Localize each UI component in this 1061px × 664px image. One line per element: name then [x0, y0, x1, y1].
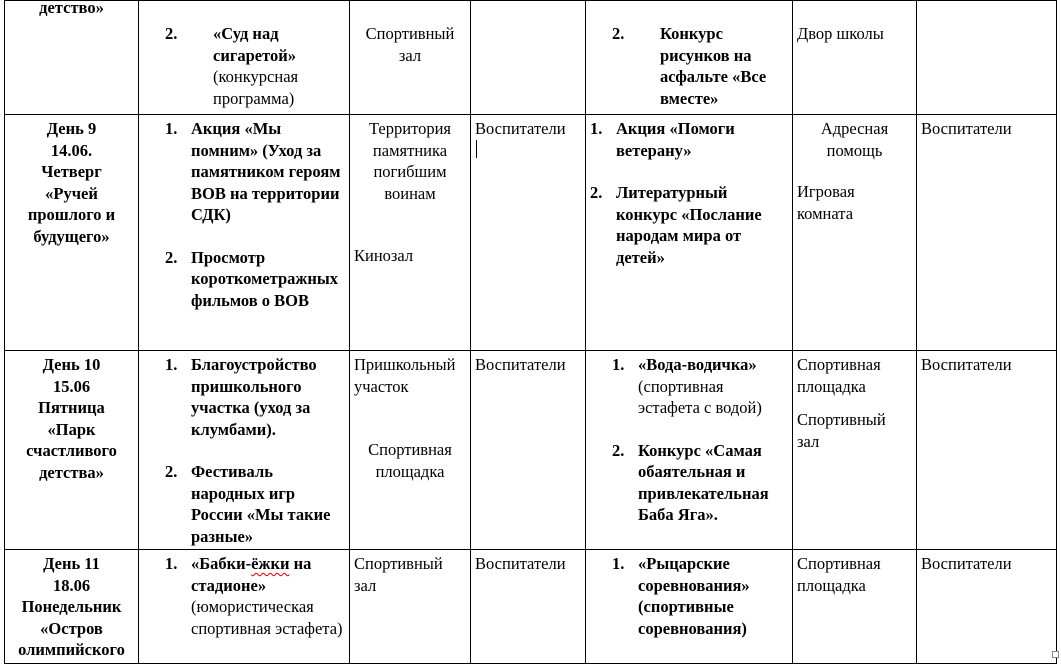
day-theme: «Ручей — [45, 183, 98, 203]
day-theme: «Остров — [40, 618, 103, 638]
day-theme: «Парк — [47, 419, 96, 439]
activity-number: 2. — [612, 24, 625, 43]
activity-item — [590, 182, 788, 268]
activity-item — [143, 461, 345, 547]
activity-number: 1. — [165, 355, 178, 374]
day-text: детство» — [39, 0, 104, 17]
activity-text: Просмотр короткометражных фильмов о ВОВ — [191, 247, 338, 310]
place-text: Двор школы — [797, 24, 884, 43]
schedule-row — [5, 550, 1057, 664]
day-theme: прошлого и — [27, 205, 116, 224]
place-text: Спортивный зал — [365, 24, 455, 65]
activity-number: 2. — [612, 440, 625, 460]
evening-responsible-cell — [917, 351, 1057, 550]
schedule-row — [5, 351, 1057, 550]
day-weekday: Понедельник — [21, 597, 122, 616]
activity-item — [143, 23, 345, 109]
place-text: Пришкольный участок — [354, 355, 456, 396]
activity-number: 2. — [590, 183, 603, 202]
day-weekday: Четверг — [41, 162, 102, 181]
activity-item — [590, 23, 788, 109]
evening-activities-cell — [586, 550, 793, 664]
morning-responsible-cell — [471, 351, 586, 550]
responsible-text: Воспитатели — [475, 119, 566, 138]
evening-place-cell — [793, 115, 917, 351]
day-date: 18.06 — [52, 575, 91, 595]
day-date: 14.06. — [50, 140, 93, 160]
morning-place-cell — [350, 351, 471, 550]
day-theme: детства» — [39, 462, 104, 482]
morning-activities-cell — [139, 351, 350, 550]
place-text: Игровая комната — [797, 182, 855, 223]
activity-number: 1. — [165, 119, 178, 138]
place-text: Спортивный зал — [797, 410, 886, 451]
day-cell — [5, 1, 139, 115]
evening-activities-cell — [586, 1, 793, 115]
morning-responsible-cell — [471, 550, 586, 664]
morning-activities-cell — [139, 1, 350, 115]
text-cursor — [476, 140, 477, 158]
responsible-text: Воспитатели — [475, 355, 566, 374]
activity-text: Благоустройство пришкольного участка (уход за клумбами). — [191, 355, 317, 439]
day-weekday: Пятница — [38, 398, 105, 417]
activity-text: Конкурс «Самая обаятельная и привлекательная Баба Яга». — [638, 440, 769, 524]
activity-text: Конкурс рисунков на асфальте «Все вместе» — [660, 24, 767, 108]
activity-item — [143, 553, 345, 639]
evening-place-cell — [793, 351, 917, 550]
activity-number: 1. — [165, 554, 178, 573]
place-text: Территория памятника погибшим воинам — [368, 119, 452, 203]
table-resize-handle[interactable] — [1052, 651, 1059, 658]
day-theme: счастливого — [26, 441, 117, 460]
activity-text: Акция «Мы помним» (Уход за памятником героям ВОВ на территории СДК) — [191, 119, 341, 224]
evening-responsible-cell — [917, 115, 1057, 351]
place-text: Спортивная площадка — [797, 554, 881, 595]
activity-number: 1. — [612, 355, 625, 374]
responsible-text: Воспитатели — [475, 554, 566, 573]
day-date: 15.06 — [52, 376, 91, 396]
day-theme: олимпийского — [18, 640, 125, 659]
activity-item — [143, 354, 345, 440]
evening-activities-cell — [586, 351, 793, 550]
morning-place-cell — [350, 1, 471, 115]
day-theme: будущего» — [33, 226, 110, 246]
activity-number: 1. — [590, 119, 603, 138]
activity-item — [590, 354, 788, 419]
activity-text: Акция «Помоги ветерану» — [616, 119, 735, 160]
day-cell — [5, 115, 139, 351]
day-cell — [5, 351, 139, 550]
schedule-row — [5, 115, 1057, 351]
evening-responsible-cell — [917, 1, 1057, 115]
day-number: День 9 — [46, 119, 97, 138]
day-cell — [5, 550, 139, 664]
activity-item — [590, 440, 788, 526]
morning-activities-cell — [139, 550, 350, 664]
activity-text: Литературный конкурс «Послание народам мира от детей» — [616, 183, 762, 267]
activity-item — [590, 553, 788, 639]
activity-number: 2. — [165, 462, 178, 481]
place-text: Спортивная площадка — [797, 355, 881, 396]
day-number: День 10 — [42, 355, 101, 374]
day-number: День 11 — [43, 554, 100, 573]
activity-item — [143, 247, 345, 312]
spellcheck-underlined-word: ёжки — [251, 554, 290, 573]
morning-place-cell — [350, 115, 471, 351]
place-text: Кинозал — [354, 246, 414, 265]
place-text: Спортивная площадка — [368, 440, 452, 481]
place-text: Спортивный зал — [354, 554, 443, 595]
morning-responsible-cell — [471, 115, 586, 351]
activity-item — [143, 118, 345, 226]
activity-text: «Суд над сигаретой» (конкурсная программа) — [213, 24, 299, 108]
morning-place-cell — [350, 550, 471, 664]
schedule-table — [4, 0, 1057, 664]
activity-number: 2. — [165, 247, 178, 267]
schedule-row — [5, 1, 1057, 115]
morning-responsible-cell — [471, 1, 586, 115]
place-text: Адресная помощь — [820, 119, 889, 160]
evening-place-cell — [793, 1, 917, 115]
activity-text: «Вода-водичка» (спортивная эстафета с водой) — [638, 355, 762, 417]
activity-number: 2. — [165, 24, 178, 43]
evening-activities-cell — [586, 115, 793, 351]
evening-responsible-cell — [917, 550, 1057, 664]
activity-text: «Бабки-ёжки на стадионе» (юмористическая спортивная эстафета) — [191, 554, 343, 638]
responsible-text: Воспитатели — [921, 554, 1012, 573]
responsible-text: Воспитатели — [921, 119, 1012, 138]
responsible-text: Воспитатели — [921, 355, 1012, 374]
evening-place-cell — [793, 550, 917, 664]
morning-activities-cell — [139, 115, 350, 351]
activity-item — [590, 118, 788, 161]
activity-text: «Рыцарские соревнования» (спортивные соревнования) — [638, 554, 750, 638]
activity-number: 1. — [612, 554, 625, 573]
activity-text: Фестиваль народных игр России «Мы такие разные» — [191, 462, 331, 546]
